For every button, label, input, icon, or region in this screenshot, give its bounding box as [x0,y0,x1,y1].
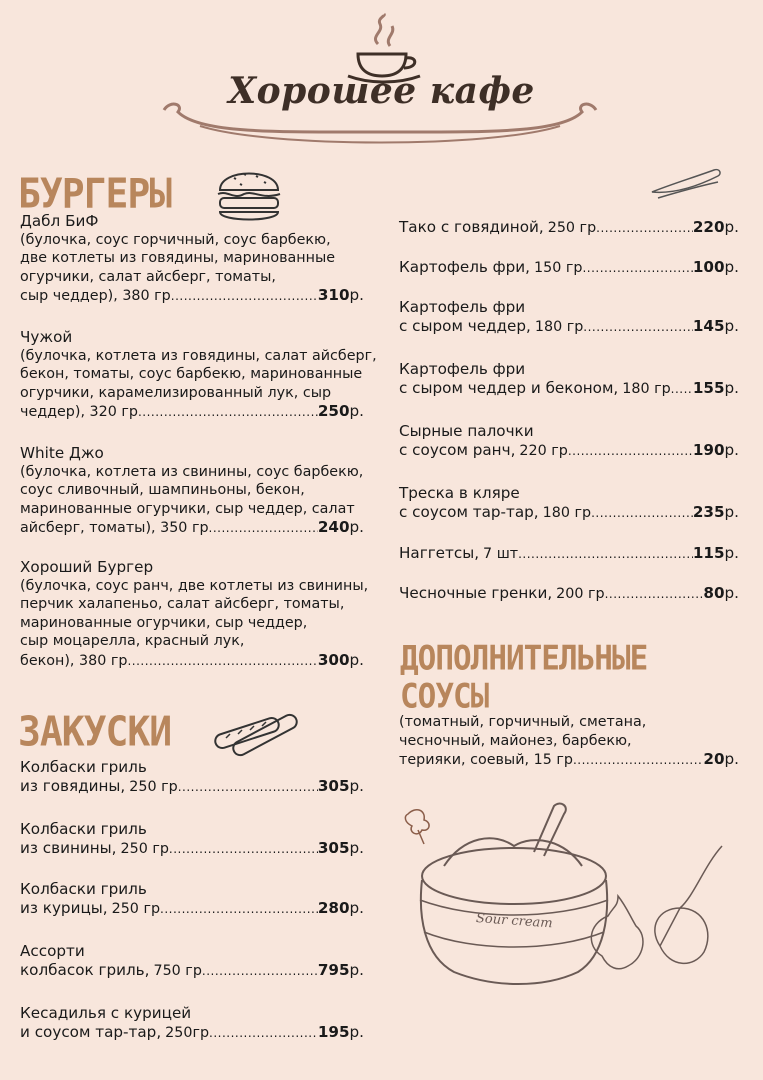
item-weight: 750 гр [153,962,202,979]
menu-item [20,820,364,858]
burger-name: Хороший Бургер [20,558,154,576]
item-text: чеддер), 320 гр [20,404,138,420]
price-unit: р. [724,584,739,602]
menu-item [20,758,364,796]
price-unit: р. [724,544,739,562]
item-name: Колбаски гриль [20,820,147,838]
item-name-line: Картофель фри, [399,258,531,276]
price-unit: р. [349,776,364,795]
item-weight: 250 гр [547,220,597,236]
price-line [20,402,364,422]
price [318,961,364,980]
menu-item [399,484,739,522]
price [693,218,739,237]
logo-title: Хорошее кафе [228,70,535,112]
price-unit: р. [724,378,739,397]
burger-desc-line: маринованные огурчики, сыр чеддер, [20,614,308,631]
burger-desc-line: (булочка, соус горчичный, соус барбекю, [20,231,331,248]
sausages-icon [208,704,304,756]
price-value: 240 [317,518,350,536]
price-unit: р. [724,440,739,459]
item-weight: 250гр [165,1024,210,1041]
dot-leader [171,287,318,306]
price-line [20,899,364,919]
item-name-line: с соусом тар-тар, [399,502,539,521]
price-unit: р. [349,650,364,669]
dot-leader [209,1024,318,1043]
dot-leader [209,519,318,538]
price-unit: р. [724,502,739,521]
sauces-title-line1: ДОПОЛНИТЕЛЬНЫЕ [400,639,648,678]
price-value: 305 [317,776,350,795]
dot-leader [583,318,693,337]
item-weight: 7 шт [483,546,519,562]
item-name: Кесадилья с курицей [20,1004,192,1022]
menu-item [20,880,364,918]
item-name: Картофель фри [399,298,526,316]
item-name-line: из говядины, [20,776,126,795]
price-value: 155 [692,378,725,397]
price-line [20,651,364,671]
snacks-title: ЗАКУСКИ [18,707,172,756]
burger-desc-line: маринованные огурчики, сыр чеддер, салат [20,500,355,517]
burger-desc-line: две котлеты из говядины, маринованные [20,250,336,266]
price-unit: р. [349,518,364,536]
dot-leader [591,504,693,523]
dot-leader [568,442,693,461]
dot-leader [582,259,692,278]
item-weight: 250 гр [120,840,169,857]
burger-desc-line: соус сливочный, шампиньоны, бекон, [20,482,305,498]
price [693,317,739,336]
item-text: айсберг, томаты), 350 гр [20,520,209,536]
item-name-line: с сыром чеддер, [399,316,531,335]
price-value: 795 [317,960,350,979]
sauces-title-line2: СОУСЫ [400,677,489,716]
item-name-line: Наггетсы, [399,544,480,562]
dot-leader [178,778,318,797]
item-weight: 220 гр [519,442,568,459]
item-name-line: и соусом тар-тар, [20,1022,162,1041]
price [318,899,364,918]
price-unit: р. [349,402,364,420]
item-weight: 150 гр [534,260,583,276]
dot-leader [518,545,693,564]
item-name: Колбаски гриль [20,880,147,898]
price-value: 100 [692,258,725,276]
price-line [399,584,739,604]
dot-leader [160,900,318,919]
price [693,379,739,398]
price-value: 145 [692,316,725,335]
price [693,503,739,522]
price-line [20,518,364,538]
dot-leader [169,840,318,859]
price [318,1023,364,1042]
burger-name: Чужой [20,328,73,346]
price [318,286,364,305]
menu-item [20,1004,364,1042]
item-weight: 200 гр [556,586,605,602]
price-unit: р. [349,1022,364,1041]
item-name: Треска в кляре [399,484,520,502]
burger-desc-line: (булочка, котлета из говядины, салат айсберг, [20,347,377,364]
dot-leader [138,403,318,422]
burger-name: Дабл БиФ [20,212,99,230]
sauces-desc-last: терияки, соевый, 15 гр [399,752,573,768]
price-line [20,961,364,981]
item-text: бекон), 380 гр [20,652,128,669]
item-weight: 180 гр [622,380,671,397]
price-unit: р. [349,286,364,304]
price-value: 235 [692,502,725,521]
price-value: 250 [317,402,350,420]
price [703,584,739,603]
price-line [399,317,739,337]
jar-label: Sour cream [475,911,554,932]
sauces-desc-line: чесночный, майонез, барбекю, [399,732,632,749]
price [318,839,364,858]
menu-item [399,422,739,460]
burger-desc-line: (булочка, соус ранч, две котлеты из свинины, [20,577,369,594]
price-line [20,286,364,306]
menu-item [399,298,739,336]
item-weight: 250 гр [111,900,161,917]
burger-desc-line: (булочка, котлета из свинины, соус барбекю, [20,463,364,480]
menu-item [20,942,364,980]
item-name-line: Чесночные гренки, [399,584,553,602]
burger-desc-line: перчик халапеньо, салат айсберг, томаты, [20,596,345,612]
burger-name: White Джо [20,444,104,462]
price-unit: р. [349,960,364,979]
dot-leader [671,380,693,399]
price-value: 305 [317,838,350,857]
sauces-desc-line: (томатный, горчичный, сметана, [399,714,647,730]
dot-leader [127,652,317,671]
burger-item [20,558,369,670]
price-value: 280 [317,898,350,917]
price [318,651,364,670]
menu-item [399,258,739,278]
price-unit: р. [724,316,739,335]
price [318,777,364,796]
item-name-line: с соусом ранч, [399,440,516,459]
burger-item [20,444,364,538]
price-value: 220 [692,218,725,236]
price [693,544,739,563]
item-text: сыр чеддер), 380 гр [20,288,171,304]
item-name-line: колбасок гриль, [20,960,150,979]
item-weight: 250 гр [129,778,178,795]
price-unit: р. [724,218,739,236]
item-name: Картофель фри [399,360,526,378]
price-value: 300 [317,650,350,669]
burger-item [20,328,377,422]
burger-desc-line: сыр моцарелла, красный лук, [20,633,245,649]
burger-desc-line: огурчики, салат айсберг, томаты, [20,268,276,285]
price-line [399,218,739,238]
price-unit: р. [349,898,364,917]
item-name-line: из свинины, [20,838,117,857]
burger-desc-line: огурчики, карамелизированный лук, сыр [20,384,332,401]
dot-leader [202,962,318,981]
menu-item [399,544,739,564]
item-weight: 180 гр [542,504,592,521]
menu-item [399,360,739,398]
price-line [399,503,739,523]
sauces-price: 20 [703,750,725,768]
price-unit: р. [724,258,739,276]
price-value: 195 [317,1022,350,1041]
price-unit: р. [349,838,364,857]
price [318,518,364,537]
sauces-item: (томатный, горчичный, сметана, чесночный, майонез, барбекю, терияки, соевый, 15 гр ..... 20р. [399,713,739,770]
price-line [399,441,739,461]
item-name-line: из курицы, [20,898,108,917]
price-line [399,258,739,278]
price-line [20,839,364,859]
price [693,441,739,460]
item-weight: 180 гр [534,318,584,335]
burgers-title: БУРГЕРЫ [18,169,172,218]
price-value: 310 [317,286,350,304]
price-line [399,379,739,399]
price [318,402,364,421]
dot-leader [605,585,704,604]
price-line [20,777,364,797]
price-line [399,544,739,564]
menu-item [399,584,739,604]
item-name: Сырные палочки [399,422,534,440]
burger-desc-line: бекон, томаты, соус барбекю, маринованные [20,366,363,382]
price-value: 190 [692,440,725,459]
item-name-line: Тако с говядиной, [399,218,544,236]
item-name-line: с сыром чеддер и беконом, [399,378,619,397]
item-name: Ассорти [20,942,85,960]
logo-flourish [160,96,600,152]
burger-item [20,212,364,306]
price [693,258,739,277]
dot-leader [596,219,693,238]
price-value: 80 [703,584,725,602]
pepper-icon [648,164,724,204]
price-value: 115 [692,544,725,562]
menu-item [399,218,739,238]
sour-cream-pot-illustration [404,796,744,996]
item-name: Колбаски гриль [20,758,147,776]
price-line [20,1023,364,1043]
